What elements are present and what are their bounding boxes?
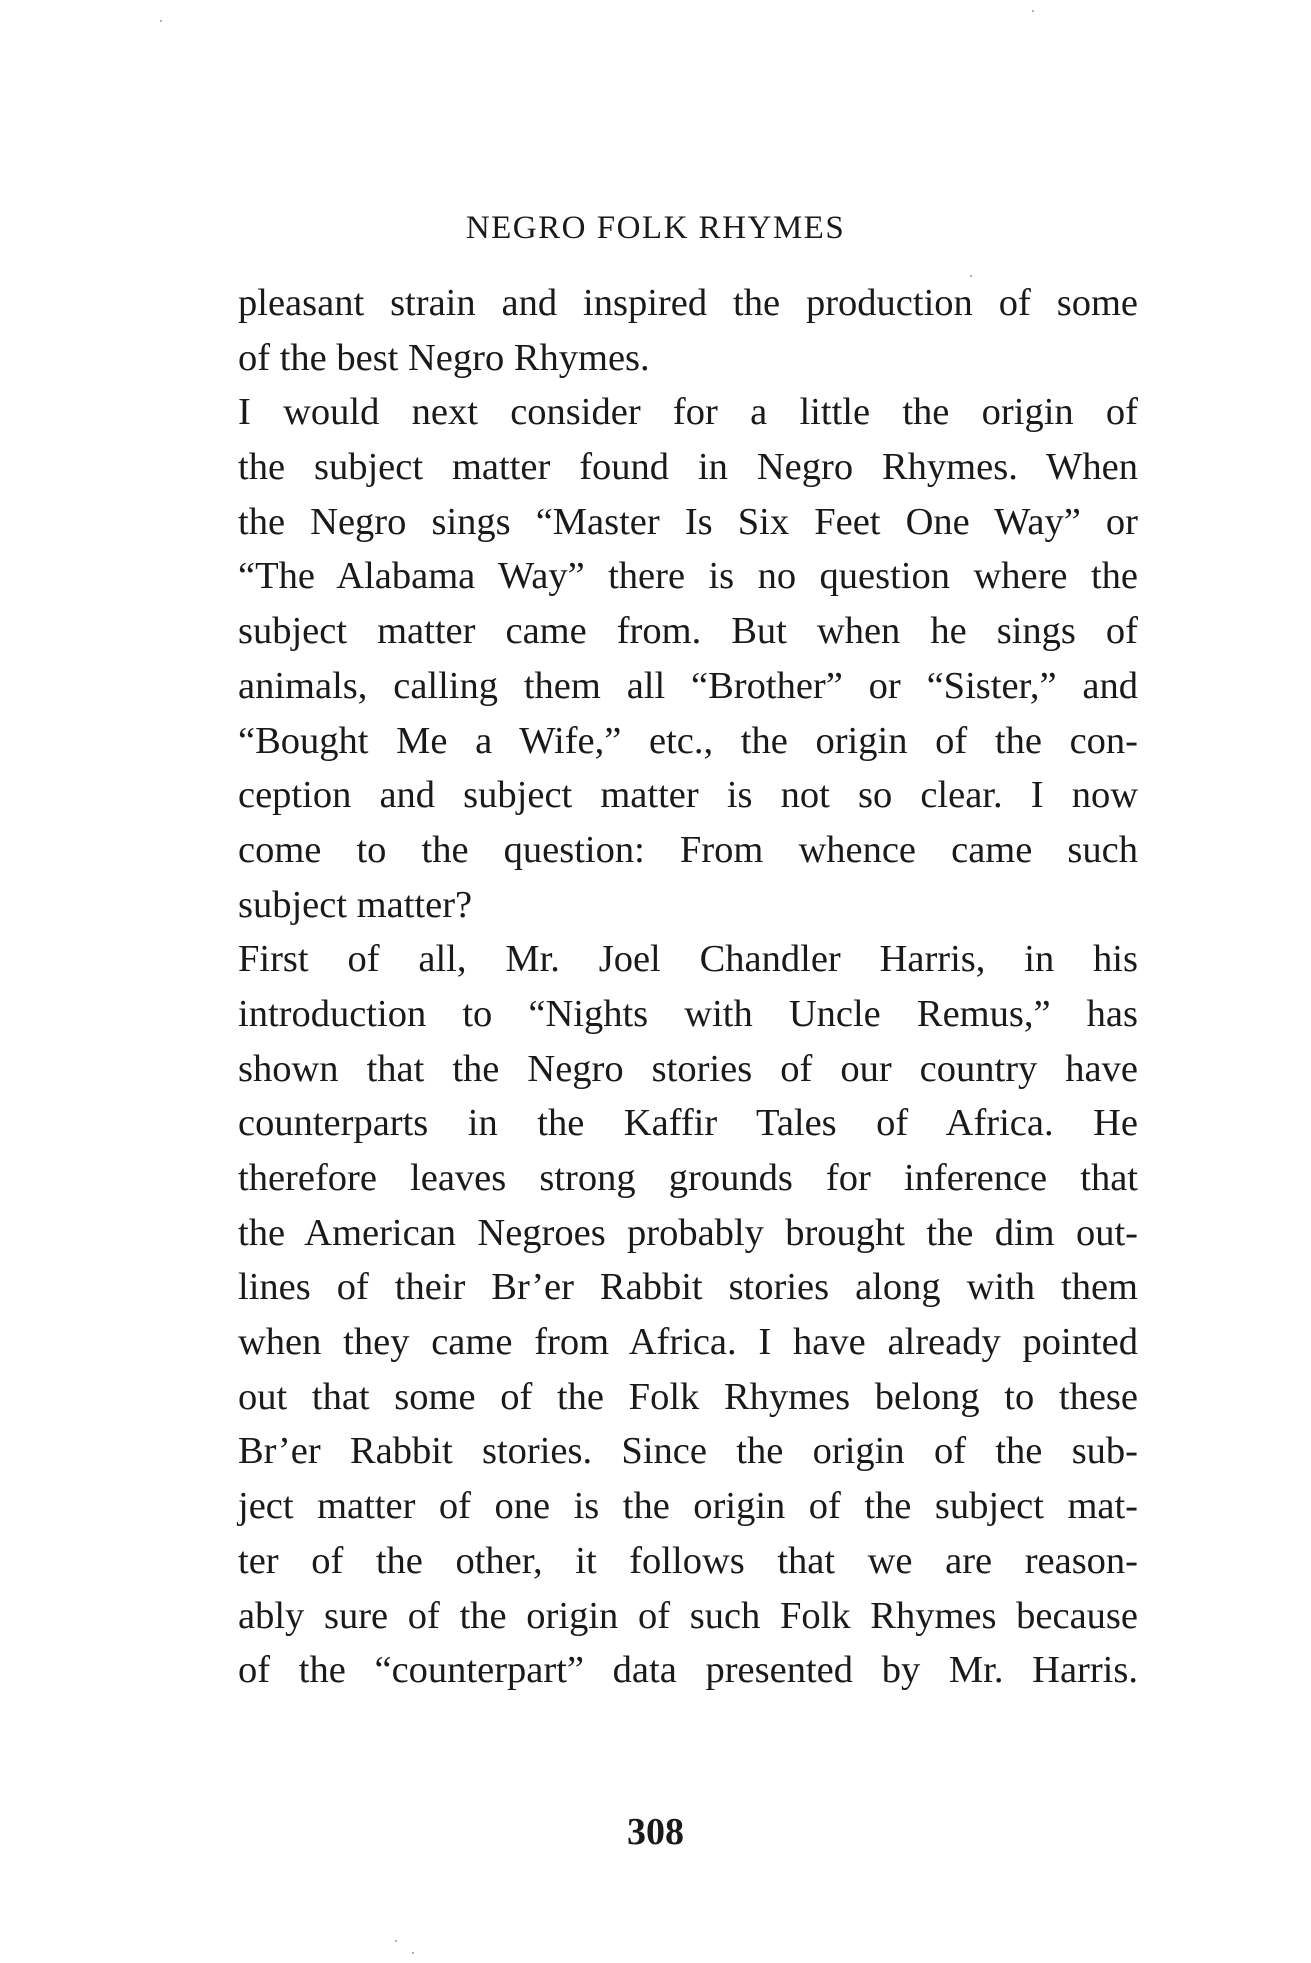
text-line: ter of the other, it follows that we are reason- [238,1539,1138,1582]
paper-speck [970,275,972,277]
text-line: I would next consider for a little the origin of [238,391,1138,434]
text-line: the subject matter found in Negro Rhymes. When [238,446,1138,489]
paper-speck [1032,10,1034,12]
text-line: “Bought Me a Wife,” etc., the origin of the con- [238,719,1138,762]
text-line: of the “counterpart” data presented by Mr. Harris. [238,1649,1138,1692]
paper-speck [395,1940,397,1942]
text-line: introduction to “Nights with Uncle Remus,” has [238,992,1138,1035]
body-text [238,276,1138,1698]
text-line: subject matter? [238,883,473,926]
text-line: “The Alabama Way” there is no question where the [238,555,1138,598]
text-line: subject matter came from. But when he sings of [238,610,1138,653]
text-line: shown that the Negro stories of our country have [238,1047,1138,1090]
text-line: out that some of the Folk Rhymes belong to these [238,1375,1138,1418]
text-line: ject matter of one is the origin of the subject mat- [238,1485,1138,1528]
text-line: pleasant strain and inspired the production of some [238,282,1138,324]
page-number: 308 [627,1811,684,1853]
text-line: ably sure of the origin of such Folk Rhymes because [238,1594,1138,1637]
text-line: the Negro sings “Master Is Six Feet One Way” or [238,500,1138,543]
text-line: come to the question: From whence came such [238,828,1138,871]
paper-speck [412,1952,414,1954]
text-line: the American Negroes probably brought the dim out- [238,1211,1138,1254]
text-line: First of all, Mr. Joel Chandler Harris, in his [238,938,1138,981]
text-line: lines of their Br’er Rabbit stories along with them [238,1266,1138,1309]
text-line: of the best Negro Rhymes. [238,336,650,379]
text-line: therefore leaves strong grounds for inference that [238,1157,1138,1199]
text-line: when they came from Africa. I have already pointed [238,1321,1138,1364]
paper-speck [160,20,162,22]
text-line: counterparts in the Kaffir Tales of Africa. He [238,1102,1138,1145]
text-line: Br’er Rabbit stories. Since the origin of the sub- [238,1430,1138,1473]
running-head: NEGRO FOLK RHYMES [465,210,846,246]
text-line: ception and subject matter is not so clear. I now [238,774,1138,817]
text-line: animals, calling them all “Brother” or “Sister,” and [238,664,1138,707]
